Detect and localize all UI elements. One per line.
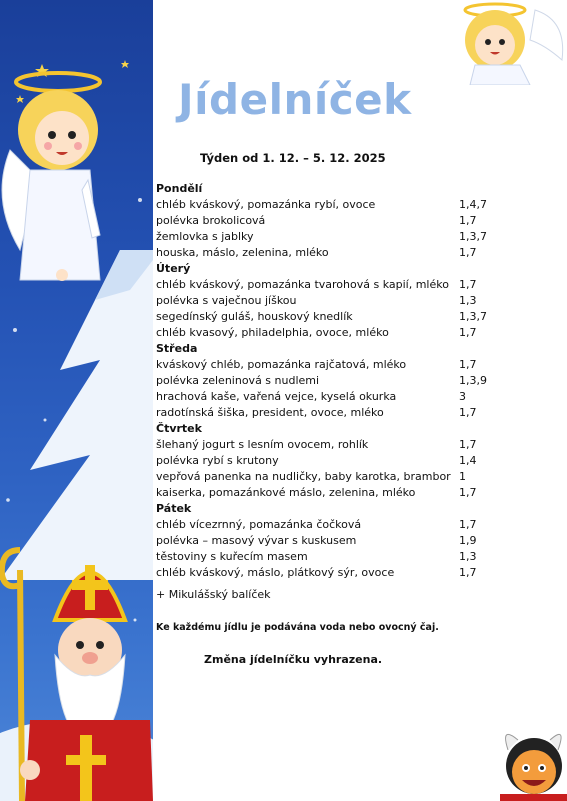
menu-item	[156, 213, 496, 229]
allergen-codes: 1,9	[459, 534, 477, 547]
allergen-codes: 1,7	[459, 518, 477, 531]
angel-icon	[440, 0, 567, 85]
menu-item-text: šlehaný jogurt s lesním ovocem, rohlík	[156, 438, 369, 451]
day-heading	[156, 181, 496, 197]
menu-item-text: polévka – masový vývar s kuskusem	[156, 534, 357, 547]
allergen-codes: 1,7	[459, 406, 477, 419]
day-label: Čtvrtek	[156, 422, 202, 435]
menu-item-text: houska, máslo, zelenina, mléko	[156, 246, 329, 259]
day-heading	[156, 421, 496, 437]
menu-item-text: vepřová panenka na nudličky, baby karotka, brambor	[156, 470, 451, 483]
allergen-codes: 1,3,9	[459, 374, 487, 387]
allergen-codes: 1,3	[459, 550, 477, 563]
menu-item	[156, 197, 496, 213]
day-heading	[156, 341, 496, 357]
menu-item	[156, 405, 496, 421]
menu-item-text: polévka zeleninová s nudlemi	[156, 374, 320, 387]
water-note: Ke každému jídlu je podávána voda nebo ovocný čaj.	[156, 622, 439, 633]
menu-item	[156, 357, 496, 373]
allergen-codes: 1,3	[459, 294, 477, 307]
weekly-menu	[156, 181, 496, 581]
day-heading	[156, 261, 496, 277]
extra-note: + Mikulášský balíček	[156, 588, 271, 601]
menu-item	[156, 437, 496, 453]
menu-item	[156, 549, 496, 565]
menu-item	[156, 229, 496, 245]
menu-item-text: segedínský guláš, houskový knedlík	[156, 310, 353, 323]
decorative-side-strip	[0, 0, 153, 801]
allergen-codes: 1,7	[459, 566, 477, 579]
menu-item-text: chléb kváskový, máslo, plátkový sýr, ovoce	[156, 566, 395, 579]
allergen-codes: 3	[459, 390, 466, 403]
menu-item	[156, 453, 496, 469]
menu-item	[156, 389, 496, 405]
menu-item-text: kaiserka, pomazánkové máslo, zelenina, mléko	[156, 486, 416, 499]
allergen-codes: 1,7	[459, 438, 477, 451]
change-notice: Změna jídelníčku vyhrazena.	[204, 653, 383, 666]
allergen-codes: 1,7	[459, 358, 477, 371]
menu-item	[156, 373, 496, 389]
allergen-codes: 1,7	[459, 486, 477, 499]
menu-item	[156, 245, 496, 261]
allergen-codes: 1,3,7	[459, 310, 487, 323]
allergen-codes: 1,3,7	[459, 230, 487, 243]
menu-item-text: žemlovka s jablky	[156, 230, 254, 243]
menu-item-text: polévka s vaječnou jíškou	[156, 294, 297, 307]
allergen-codes: 1,7	[459, 214, 477, 227]
menu-item-text: chléb kváskový, pomazánka tvarohová s kapií, mléko	[156, 278, 449, 291]
day-label: Středa	[156, 342, 198, 355]
day-label: Pátek	[156, 502, 192, 515]
menu-item	[156, 309, 496, 325]
allergen-codes: 1,7	[459, 278, 477, 291]
allergen-codes: 1	[459, 470, 466, 483]
allergen-codes: 1,7	[459, 246, 477, 259]
angel-icon	[0, 60, 110, 290]
menu-item	[156, 565, 496, 581]
menu-item	[156, 277, 496, 293]
allergen-codes: 1,4	[459, 454, 477, 467]
menu-item	[156, 533, 496, 549]
saint-nicholas-icon	[0, 530, 153, 801]
day-label: Pondělí	[156, 182, 203, 195]
allergen-codes: 1,4,7	[459, 198, 487, 211]
day-heading	[156, 501, 496, 517]
devil-icon	[500, 720, 567, 801]
menu-item	[156, 485, 496, 501]
menu-item-text: polévka brokolicová	[156, 214, 266, 227]
menu-item-text: polévka rybí s krutony	[156, 454, 279, 467]
week-range: Týden od 1. 12. – 5. 12. 2025	[200, 151, 386, 165]
menu-item	[156, 469, 496, 485]
menu-item	[156, 293, 496, 309]
page-title: Jídelníček	[178, 75, 412, 124]
day-label: Úterý	[156, 262, 191, 275]
menu-item-text: radotínská šiška, president, ovoce, mléko	[156, 406, 384, 419]
menu-item-text: chléb kváskový, pomazánka rybí, ovoce	[156, 198, 376, 211]
menu-item-text: hrachová kaše, vařená vejce, kyselá okurka	[156, 390, 397, 403]
menu-item	[156, 325, 496, 341]
allergen-codes: 1,7	[459, 326, 477, 339]
menu-item-text: chléb kvasový, philadelphia, ovoce, mléko	[156, 326, 389, 339]
menu-item-text: těstoviny s kuřecím masem	[156, 550, 308, 563]
menu-item	[156, 517, 496, 533]
menu-item-text: kváskový chléb, pomazánka rajčatová, mléko	[156, 358, 407, 371]
menu-item-text: chléb vícezrnný, pomazánka čočková	[156, 518, 362, 531]
